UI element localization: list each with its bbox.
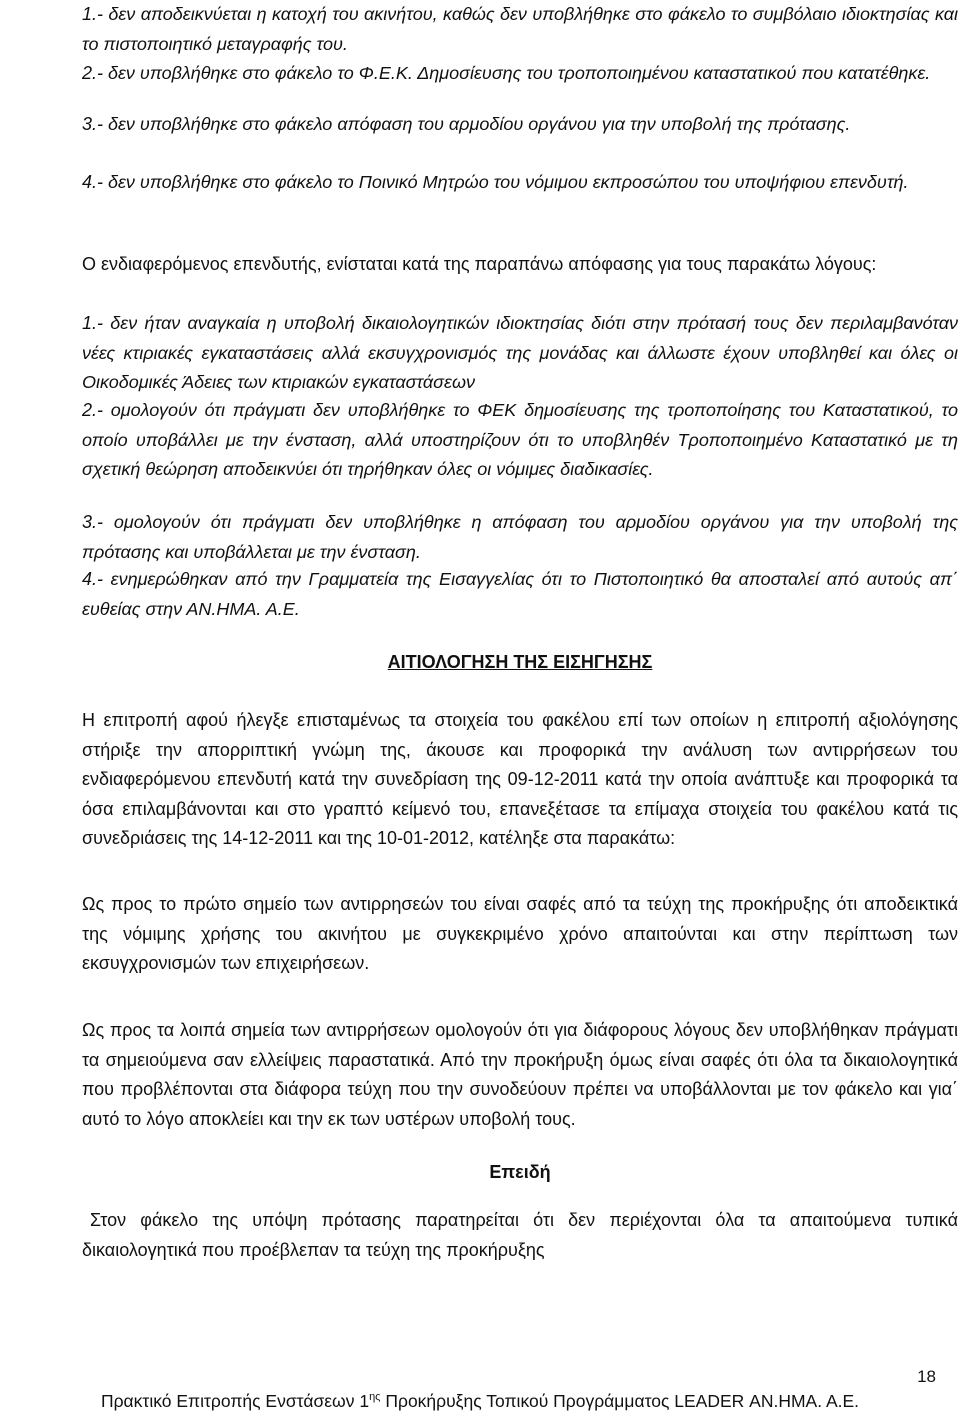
- objection-item-4: 4.- ενημερώθηκαν από την Γραμματεία της Εισαγγελίας ότι το Πιστοποιητικό θα αποσταλεί από αυτούς απ΄ ευθείας στην ΑΝ.ΗΜΑ. Α.Ε.: [82, 569, 958, 619]
- page-number: 18: [917, 1367, 936, 1386]
- objection-item-1: 1.- δεν ήταν αναγκαία η υποβολή δικαιολογητικών ιδιοκτησίας διότι στην πρότασή τους δεν περιλαμβανόταν νέες κτιριακές εγκαταστάσεις αλλά εκσυγχρονισμός της μονάδας και άλλωστε έχουν υποβληθεί και όλες οι Οικοδομικές Άδειες των κτιριακών εγκαταστάσεων: [82, 313, 958, 392]
- top-item-1: 1.- δεν αποδεικνύεται η κατοχή του ακινήτου, καθώς δεν υποβλήθηκε στο φάκελο το συμβόλαιο ιδιοκτησίας και το πιστοποιητικό μεταγραφής του.: [82, 4, 958, 54]
- objection-item-3: 3.- ομολογούν ότι πράγματι δεν υποβλήθηκε η απόφαση του αρμοδίου οργάνου για την υποβολή της πρότασης και υποβάλλεται με την ένσταση.: [82, 512, 958, 562]
- paragraph-4: Στον φάκελο της υπόψη πρότασης παρατηρείται ότι δεν περιέχονται όλα τα απαιτούμενα τυπικά δικαιολογητικά που προέβλεπαν τα τεύχη της προκήρυξης: [82, 1210, 958, 1260]
- section-title: [82, 648, 958, 678]
- footer-suffix: Προκήρυξης Τοπικού Προγράμματος LEADER ΑΝ.ΗΜΑ. Α.Ε.: [380, 1391, 860, 1411]
- page-footer: [0, 1391, 960, 1412]
- footer-superscript: ης: [369, 1391, 381, 1403]
- top-item-2: 2.- δεν υποβλήθηκε στο φάκελο το Φ.Ε.Κ. Δημοσίευσης του τροποποιημένου καταστατικού που κατατέθηκε.: [82, 63, 931, 83]
- paragraph-2: Ως προς το πρώτο σημείο των αντιρρησεών του είναι σαφές από τα τεύχη της προκήρυξης ότι αποδεικτικά της νόμιμης χρήσης του ακινήτου με συγκεκριμένο χρόνο απαιτούνται και στην περίπτωση των εκσυγχρονισμών των επιχειρήσεων.: [82, 894, 958, 973]
- footer-prefix: Πρακτικό Επιτροπής Ενστάσεων 1: [100, 1391, 370, 1411]
- top-item-3: 3.- δεν υποβλήθηκε στο φάκελο απόφαση του αρμοδίου οργάνου για την υποβολή της πρότασης.: [82, 114, 851, 134]
- objection-item-2: 2.- ομολογούν ότι πράγματι δεν υποβλήθηκε το ΦΕΚ δημοσίευσης της τροποποίησης του Καταστατικού, το οποίο υποβάλλει με την ένσταση, αλλά υποστηρίζουν ότι το υποβληθέν Τροποποιημένο Καταστατικό με τη σχετική θεώρηση αποδεικνύει ότι τηρήθηκαν όλες οι νόμιμες διαδικασίες.: [82, 400, 958, 479]
- objection-intro: Ο ενδιαφερόμενος επενδυτής, ενίσταται κατά της παραπάνω απόφασης για τους παρακάτω λόγους:: [82, 254, 877, 274]
- epeidi-title: Επειδή: [489, 1162, 551, 1182]
- paragraph-3: Ως προς τα λοιπά σημεία των αντιρρήσεων ομολογούν ότι για διάφορους λόγους δεν υποβλήθηκαν πράγματι τα σημειούμενα σαν ελλείψεις παραστατικά. Από την προκήρυξη όμως είναι σαφές ότι όλα τα δικαιολογητικά που προβλέπονται στα διάφορα τεύχη που την συνοδεύουν πρέπει να υποβάλλονται με τον φάκελο και για΄ αυτό το λόγο αποκλείει και την εκ των υστέρων υποβολή τους.: [82, 1020, 958, 1129]
- section-title-text: ΑΙΤΙΟΛΟΓΗΣΗ ΤΗΣ ΕΙΣΗΓΗΣΗΣ: [387, 652, 653, 672]
- paragraph-1: Η επιτροπή αφού ήλεγξε επισταμένως τα στοιχεία του φακέλου επί των οποίων η επιτροπή αξιολόγησης στήριξε την απορριπτική γνώμη της, άκουσε και προφορικά την ανάλυση των αντιρρήσεων του ενδιαφερόμενου επενδυτή κατά την συνεδρίαση της 09-12-2011 κατά την οποία ανάπτυξε και προφορικά τα όσα επιλαμβάνονται και στο γραπτό κείμενό του, επανεξέτασε τα επίμαχα στοιχεία του φακέλου κατά τις συνεδριάσεις της 14-12-2011 και της 10-01-2012, κατέληξε στα παρακάτω:: [82, 710, 958, 848]
- top-item-4: 4.- δεν υποβλήθηκε στο φάκελο το Ποινικό Μητρώο του νόμιμου εκπροσώπου του υποψήφιου επενδυτή.: [82, 172, 909, 192]
